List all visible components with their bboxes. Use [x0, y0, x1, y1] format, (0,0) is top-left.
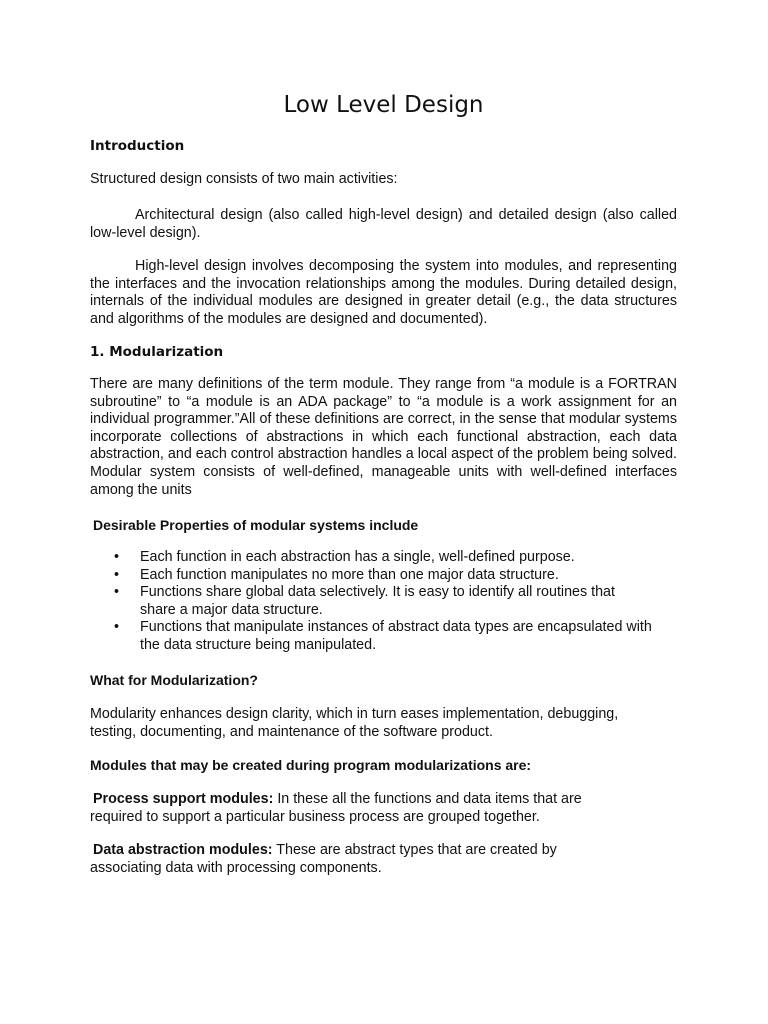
- process-support-paragraph: [90, 791, 620, 826]
- bullet-icon: •: [114, 619, 120, 636]
- what-for-heading: What for Modularization?: [90, 672, 258, 688]
- data-abstraction-text: These are abstract types that are created by associating data with processing components.: [90, 842, 557, 876]
- list-item: [90, 549, 660, 567]
- intro-paragraph-3: High-level design involves decomposing the system into modules, and representing the interfaces and the invocation relationships among the modules. During detailed design, internals of the individual modules are designed in greater detail (e.g., the data structures and algorithms of the modules are designed and documented).: [90, 258, 677, 327]
- modularization-paragraph: There are many definitions of the term module. They range from “a module is a FORTRAN subroutine” to “a module is an ADA package” to “a module is a work assignment for an individual programmer.”All of these definitions are correct, in the sense that modular systems incorporate collections of abstractions in which each functional abstraction, each data abstraction, and each control abstraction handles a local aspect of the problem being solved. Modular system consists of well-defined, manageable units with well-defined interfaces among the units: [90, 376, 677, 498]
- properties-heading: Desirable Properties of modular systems include: [93, 517, 419, 533]
- list-item: [90, 567, 660, 585]
- what-for-paragraph: Modularity enhances design clarity, which in turn eases implementation, debugging, testing, documenting, and maintenance of the software product.: [90, 706, 619, 740]
- intro-paragraph-2: Architectural design (also called high-level design) and detailed design (also called low-level design).: [90, 207, 677, 241]
- data-abstraction-label: Data abstraction modules:: [93, 842, 273, 858]
- data-abstraction-paragraph: [90, 842, 600, 877]
- introduction-heading: Introduction: [90, 138, 185, 154]
- list-item-text: Each function manipulates no more than one major data structure.: [140, 566, 559, 583]
- page-title: Low Level Design: [283, 92, 484, 118]
- bullet-icon: •: [114, 549, 120, 565]
- list-item-text: Each function in each abstraction has a single, well-defined purpose.: [140, 549, 575, 565]
- intro-paragraph-1: Structured design consists of two main activities:: [90, 171, 398, 187]
- process-support-text: In these all the functions and data items that are required to support a particular business process are grouped together.: [90, 791, 582, 825]
- properties-list: [90, 549, 677, 655]
- process-support-label: Process support modules:: [93, 791, 274, 807]
- list-item: [90, 619, 660, 654]
- bullet-icon: •: [114, 566, 120, 583]
- bullet-icon: •: [114, 584, 120, 601]
- list-item-text: Functions share global data selectively. It is easy to identify all routines that share a major data structure.: [140, 584, 615, 618]
- modularization-heading: 1. Modularization: [90, 344, 224, 360]
- list-item-text: Functions that manipulate instances of abstract data types are encapsulated with the data structure being manipulated.: [140, 619, 652, 653]
- modules-heading: Modules that may be created during program modularizations are:: [90, 757, 532, 773]
- list-item: [90, 584, 620, 619]
